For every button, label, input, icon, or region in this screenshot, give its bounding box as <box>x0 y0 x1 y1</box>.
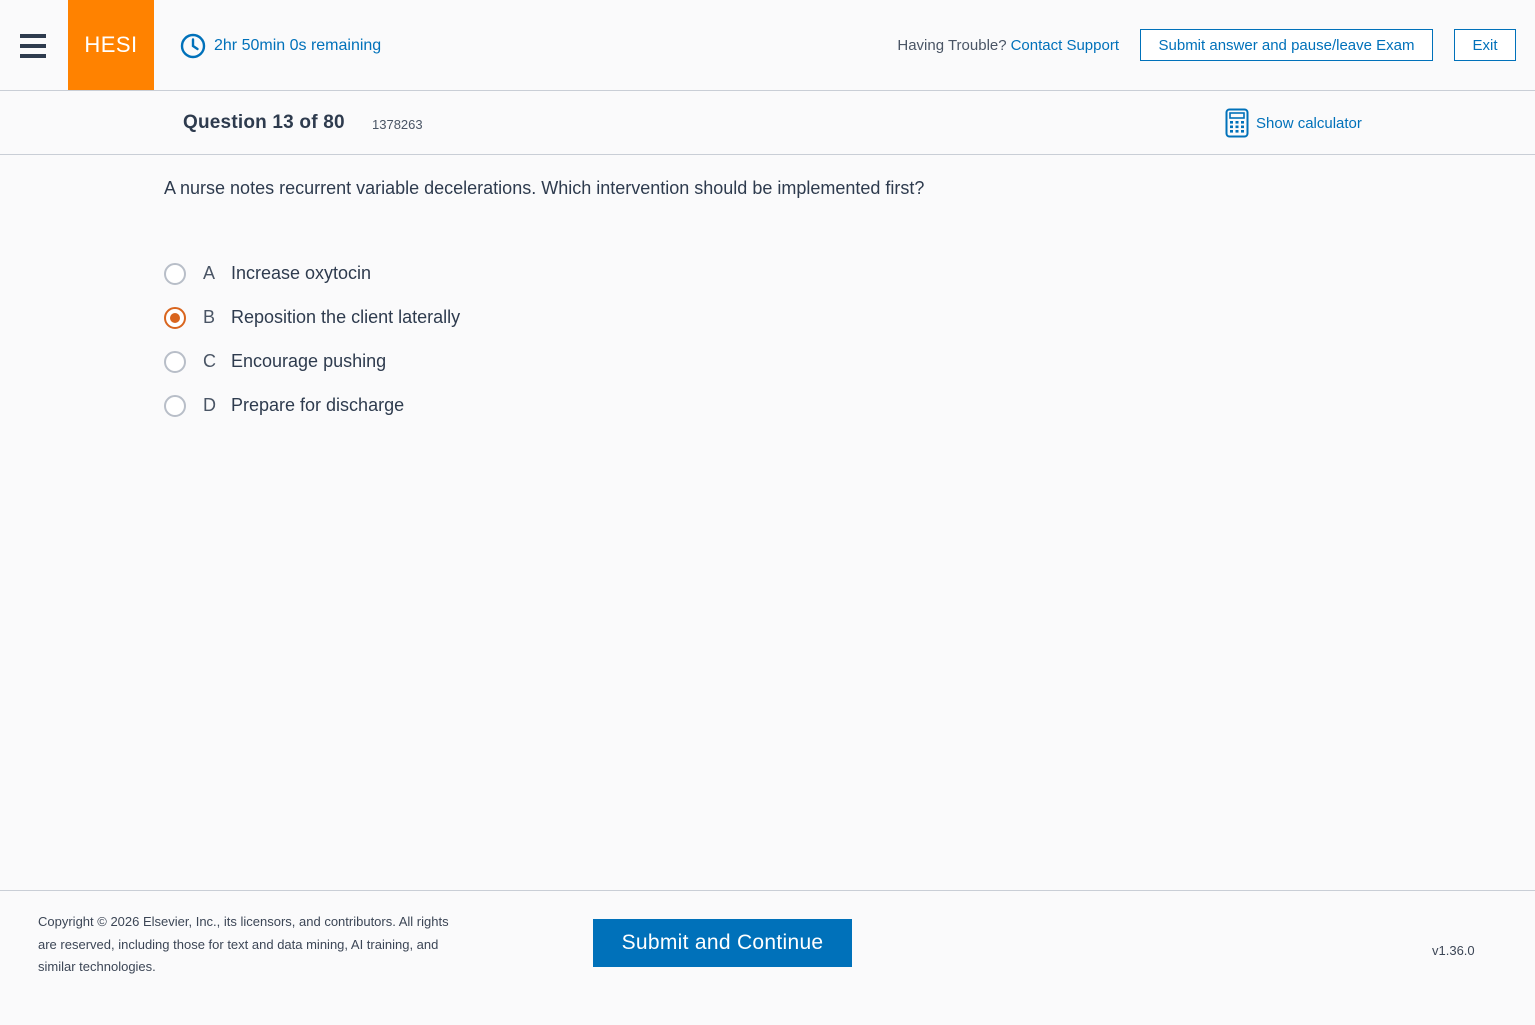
question-bar <box>0 91 1535 155</box>
submit-and-continue-button[interactable]: Submit and Continue <box>593 919 852 967</box>
radio-a[interactable] <box>164 263 186 285</box>
option-c[interactable] <box>164 348 460 375</box>
option-text: Increase oxytocin <box>231 263 372 283</box>
clock-icon <box>180 33 206 59</box>
option-a[interactable] <box>164 260 460 287</box>
option-letter: C <box>203 351 216 371</box>
radio-d[interactable] <box>164 395 186 417</box>
support-prompt <box>897 37 1119 54</box>
question-text: A nurse notes recurrent variable decelerations. Which intervention should be implemented first? <box>164 178 925 198</box>
contact-support-link[interactable]: Contact Support <box>1010 37 1119 54</box>
option-text: Reposition the client laterally <box>231 307 461 327</box>
hesi-logo: HESI <box>68 0 154 90</box>
question-number: Question 13 of 80 <box>183 112 345 133</box>
hamburger-menu-icon[interactable] <box>20 34 46 58</box>
copyright-text: Copyright © 2026 Elsevier, Inc., its licensors, and contributors. All rights are reserved, including those for text and data mining, AI training, and similar technologies. <box>38 914 449 974</box>
timer-text: 2hr 50min 0s remaining <box>214 37 382 54</box>
time-remaining <box>180 33 381 59</box>
radio-c[interactable] <box>164 351 186 373</box>
option-b[interactable] <box>164 304 460 331</box>
calculator-icon <box>1225 108 1249 138</box>
option-d[interactable] <box>164 392 460 419</box>
radio-b[interactable] <box>164 307 186 329</box>
option-letter: B <box>203 307 216 327</box>
top-bar <box>0 0 1535 91</box>
submit-pause-leave-button[interactable]: Submit answer and pause/leave Exam <box>1140 29 1433 61</box>
footer <box>0 890 1535 1025</box>
show-calculator-label: Show calculator <box>1256 114 1362 132</box>
answer-options <box>164 260 460 436</box>
question-id: 1378263 <box>372 117 423 132</box>
option-letter: D <box>203 395 216 415</box>
option-text: Encourage pushing <box>231 351 387 371</box>
exit-button[interactable]: Exit <box>1454 29 1516 61</box>
option-letter: A <box>203 263 216 283</box>
show-calculator-button[interactable] <box>1225 108 1362 138</box>
trouble-label: Having Trouble? <box>897 37 1007 54</box>
option-text: Prepare for discharge <box>231 395 405 415</box>
version-label: v1.36.0 <box>1432 943 1475 958</box>
